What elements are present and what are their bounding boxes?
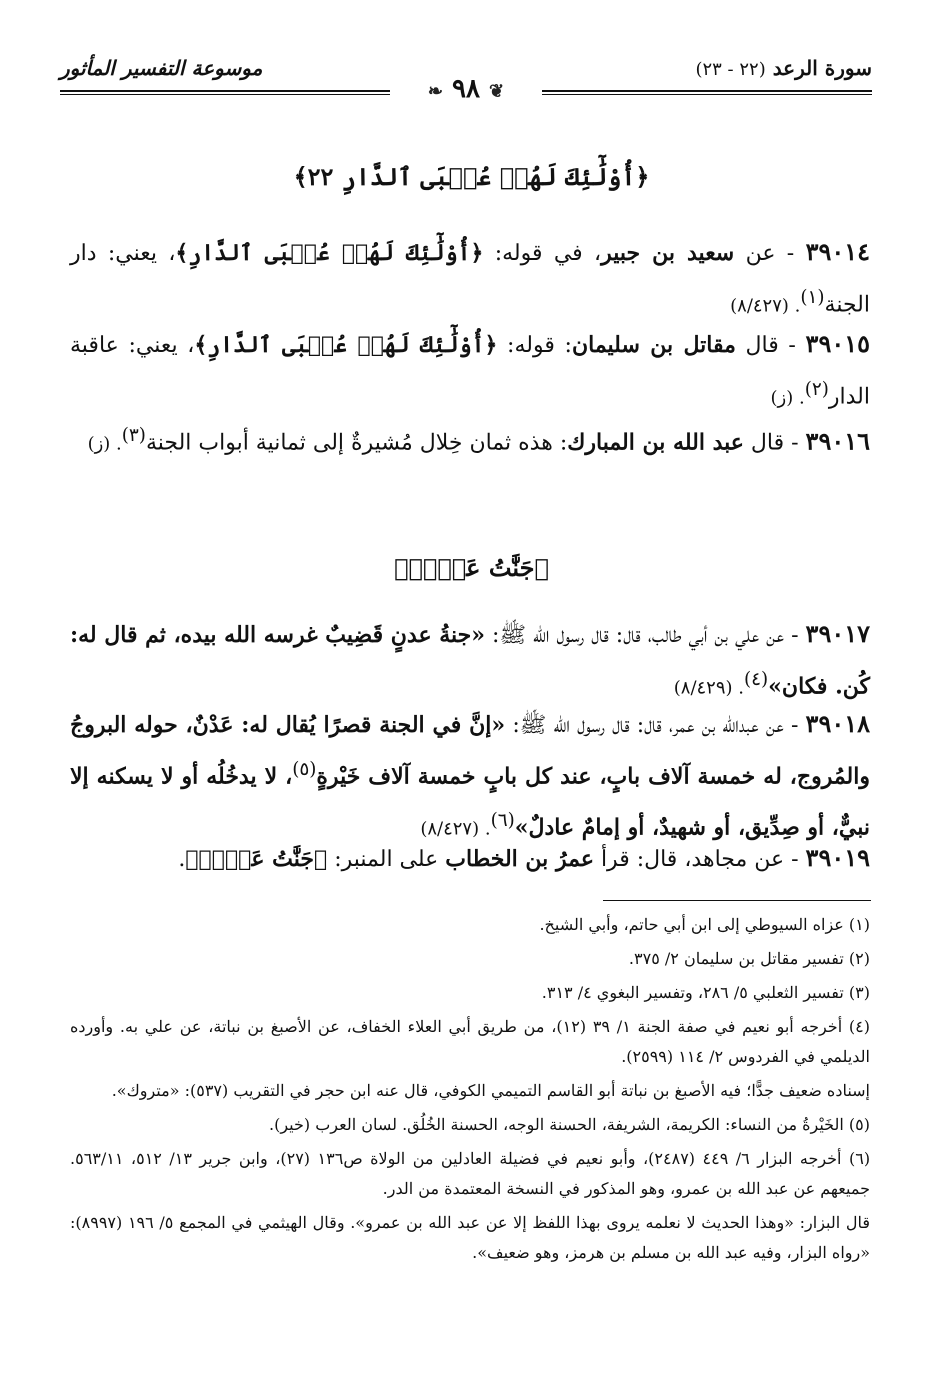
narrator-name: عبد الله بن المبارك [567,429,744,456]
ornament-icon: ❧ [427,81,443,102]
narration-text: ، في قوله: [483,241,602,266]
hadith-text: «إنَّ في الجنة قصرًا يُقال له: عَدْنٌ، حوله البروجُ والمُروج، له خمسة آلاف بابٍ، عند كل بابٍ خمسة آلاف خَيْرةٍ [70,712,870,790]
verse-range: (٢٢ - ٢٣) [695,59,766,80]
narration-text: : هذه ثمان خِلال مُشيرةٌ إلى ثمانية أبواب الجنة [145,430,568,456]
narration-text: - عن عبدالله بن عمر، قال: قال رسول الله ﷺ: [505,713,806,738]
narration-text: - عن مجاهد، قال: قرأ [593,847,806,872]
volume-reference: . (ز) [770,387,805,409]
narration-number: ٣٩٠١٤ [805,237,871,266]
running-header [60,50,872,110]
footnote: (٦) أخرجه البزار ٦/ ٤٤٩ (٢٤٨٧)، وأبو نعيم في فضيلة العادلين من الولاة ص١٣٦ (٢٧)، وابن جرير ١٣/ ٥١٢، ٥٦٣/١١. جميعهم عن عبد الله بن عمرو، وهو المذكور في النسخة المعتمدة من الدر. [70,1149,871,1198]
hadith-text: ، لا يدخُلُه أو لا يسكنه إلا نبيٌّ، أو صِدِّيق، أو شهيدٌ، أو إمامٌ عادلٌ» [70,763,870,841]
footnote-separator [603,900,871,901]
footnote: (٢) تفسير مقاتل بن سليمان ٢/ ٣٧٥. [628,949,870,968]
quran-quote: ﴿جَنَّٰتُ عَدۡنٖ﴾ [185,846,328,872]
narration-text: : قوله: [497,333,572,358]
narration-text: على المنبر: [327,847,446,872]
narration [70,414,870,466]
surah-name: سورة الرعد [772,56,872,80]
narration-number: ٣٩٠١٨ [805,709,870,738]
book-title: موسوعة التفسير المأثور [60,56,263,80]
footnote: (٥) الخَيْرةُ من النساء: الكريمة، الشريفة، الحسنة الوجه، الحسنة الخُلُق. لسان العرب (خير). [269,1115,870,1134]
footnote: قال البزار: «وهذا الحديث لا نعلمه يروى بهذا اللفظ إلا عن عبد الله بن عمرو». وقال الهيثمي في المجمع ٥/ ١٩٦ (٨٩٩٧): «رواه البزار، وفيه عبد الله بن مسلم بن هرمز، وهو ضعيف». [70,1213,871,1262]
volume-reference: . (٨/٤٢٧) [420,818,491,840]
narration-text: - عن علي بن أبي طالب، قال: قال رسول الله ﷺ: [485,623,806,648]
narration-number: ٣٩٠١٦ [805,426,870,456]
narration-text: - قال [735,333,806,358]
narrator-name: مقاتل بن سليمان [571,332,736,358]
narration [70,612,870,710]
narration-text: . [178,847,186,872]
narration-text: - عن [734,241,806,266]
volume-reference: . (٨/٤٢٩) [673,677,744,699]
header-rule-right [542,90,872,95]
footnote-marker: (١) [800,287,825,308]
narration [70,702,870,852]
narration [70,230,870,328]
footnote-marker: (٢) [804,379,829,400]
narration [70,836,870,882]
narration [70,322,870,420]
footnote: إسناده ضعيف جدًّا؛ فيه الأصبغ بن نباتة أبو القاسم التميمي الكوفي، قال عنه ابن حجر في التقريب (٥٣٧): «متروك». [111,1081,870,1100]
narrator-name: سعيد بن جبير [601,240,735,266]
narration-number: ٣٩٠١٧ [805,619,870,648]
narration-text: - قال [743,430,806,456]
ornament-icon: ❦ [489,81,505,102]
footnotes [70,910,870,1272]
volume-reference: . (ز) [87,433,122,455]
verse-heading: ﴿جَنَّٰتُ عَدۡنٖ﴾ [394,553,549,582]
footnote-marker: (٣) [121,425,146,446]
footnote-marker: (٥) [292,759,317,780]
narration-number: ٣٩٠١٥ [805,329,870,358]
footnote: (٣) تفسير الثعلبي ٥/ ٢٨٦، وتفسير البغوي ٤/ ٣١٣. [541,983,870,1002]
volume-reference: . (٨/٤٢٧) [730,295,801,317]
page-number [428,74,504,104]
header-rule-left [60,90,390,95]
narrator-name: عمرُ بن الخطاب [445,846,594,872]
page-number-text: ٩٨ [452,74,480,104]
quran-quote: ﴿أُوْلَٰٓئِكَ لَهُمۡ عُقۡبَى ٱلدَّارِ﴾ [175,240,484,266]
narration-text: ، يعني: عاقبة الدار [70,333,870,410]
footnote: (١) عزاه السيوطي إلى ابن أبي حاتم، وأبي الشيخ. [539,915,870,934]
narration-number: ٣٩٠١٩ [805,843,870,872]
footnote-marker: (٤) [744,669,769,690]
narration-text: ، يعني: دار الجنة [70,241,870,318]
hadith-text: «جنةُ عدنٍ قَضِيبٌ غرسه الله بيده، ثم قال له: كُن. فكان» [70,622,870,700]
surah-title [695,56,872,80]
footnote: (٤) أخرجه أبو نعيم في صفة الجنة ١/ ٣٩ (١٢)، من طريق أبي العلاء الخفاف، عن الأصبغ بن نباتة، عن علي به. وأورده الديلمي في الفردوس ٢/ ١١٤ (٢٥٩٩). [70,1017,871,1066]
quran-quote: ﴿أُوْلَٰٓئِكَ لَهُمۡ عُقۡبَى ٱلدَّارِ﴾ [194,332,498,358]
verse-heading: ﴿أُوْلَٰٓئِكَ لَهُمۡ عُقۡبَى ٱلدَّارِ ٢٢﴾ [293,162,650,191]
footnote-marker: (٦) [490,810,515,832]
